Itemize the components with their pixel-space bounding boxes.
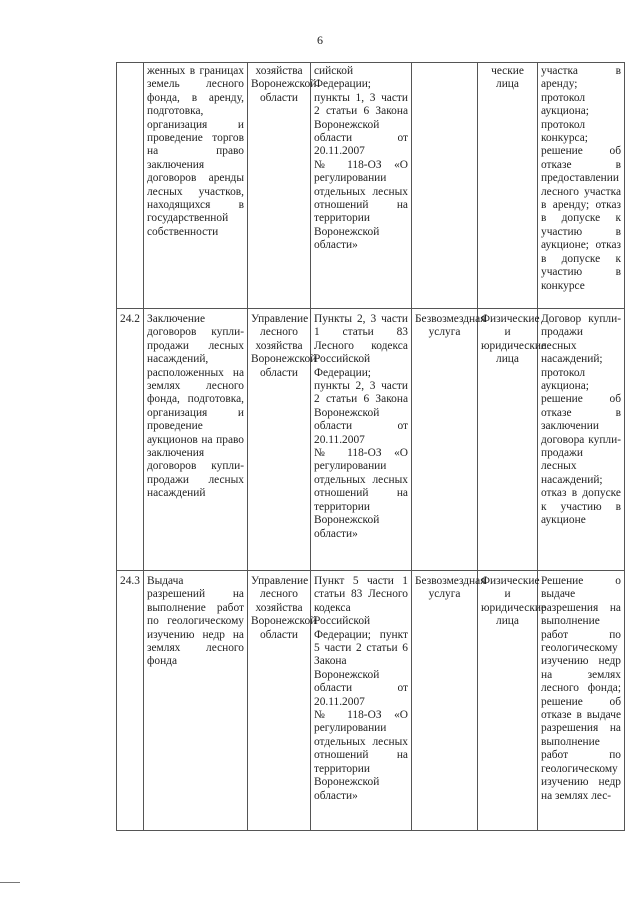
legal-basis-cell: сийской Федерации; пункты 1, 3 части 2 статьи 6 Закона Воронежской области от 20.11.2007 № 118-ОЗ «О регулировании отдельных лесных отношений на территории Воронежской области» bbox=[311, 63, 412, 309]
organization-cell: хозяйства Воронежской области bbox=[248, 63, 311, 309]
page-number: 6 bbox=[317, 33, 323, 47]
result-cell: участка в аренду; протокол аукциона; протокол конкурса; решение об отказе в предоставлении лесного участка в аренду; отказ в допуске к участию в аукционе; отказ в допуске к участию в конкурсе bbox=[538, 63, 625, 309]
row-number: 24.3 bbox=[117, 571, 144, 831]
result-cell: Договор купли-продажи лесных насаждений; протокол аукциона; решение об отказе в заключении договора купли-продажи лесных насаждений; отказ в допуске к участию в аукционе bbox=[538, 309, 625, 571]
organization-cell: Управление лесного хозяйства Воронежской области bbox=[248, 571, 311, 831]
service-type-cell: Безвозмездная услуга bbox=[412, 309, 478, 571]
service-type-cell bbox=[412, 63, 478, 309]
recipients-cell: Физические и юридические лица bbox=[478, 309, 538, 571]
table-row bbox=[117, 63, 625, 309]
row-number bbox=[117, 63, 144, 309]
service-name-cell: Заключение договоров купли-продажи лесных насаждений, расположенных на землях лесного фонда, подготовка, организация и проведение аукционов на право заключения договоров купли-продажи лесных насаждений bbox=[144, 309, 248, 571]
legal-basis-cell: Пункт 5 части 1 статьи 83 Лесного кодекса Российской Федерации; пункт 5 части 2 статьи 6 Закона Воронежской области от 20.11.2007 № 118-ОЗ «О регулировании отдельных лесных отношений на территории Воронежской области» bbox=[311, 571, 412, 831]
recipients-cell: Физические и юридические лица bbox=[478, 571, 538, 831]
result-cell: Решение о выдаче разрешения на выполнение работ по геологическому изучению недр на землях лесного фонда; решение об отказе в выдаче разрешения на выполнение работ по геологическому изучению недр на землях лес- bbox=[538, 571, 625, 831]
service-type-cell: Безвозмездная услуга bbox=[412, 571, 478, 831]
row-number: 24.2 bbox=[117, 309, 144, 571]
service-name-cell: женных в границах земель лесного фонда, в аренду, подготовка, организация и проведение торгов на право заключения договоров аренды лесных участков, находящихся в государственной собственности bbox=[144, 63, 248, 309]
service-name-cell: Выдача разрешений на выполнение работ по геологическому изучению недр на землях лесного фонда bbox=[144, 571, 248, 831]
services-table bbox=[116, 62, 625, 831]
legal-basis-cell: Пункты 2, 3 части 1 статьи 83 Лесного кодекса Российской Федерации; пункты 2, 3 части 2 статьи 6 Закона Воронежской области от 20.11.2007 № 118-ОЗ «О регулировании отдельных лесных отношений на территории Воронежской области» bbox=[311, 309, 412, 571]
table-row bbox=[117, 571, 625, 831]
recipients-cell: ческие лица bbox=[478, 63, 538, 309]
organization-cell: Управление лесного хозяйства Воронежской области bbox=[248, 309, 311, 571]
margin-line bbox=[0, 882, 20, 883]
table-row bbox=[117, 309, 625, 571]
